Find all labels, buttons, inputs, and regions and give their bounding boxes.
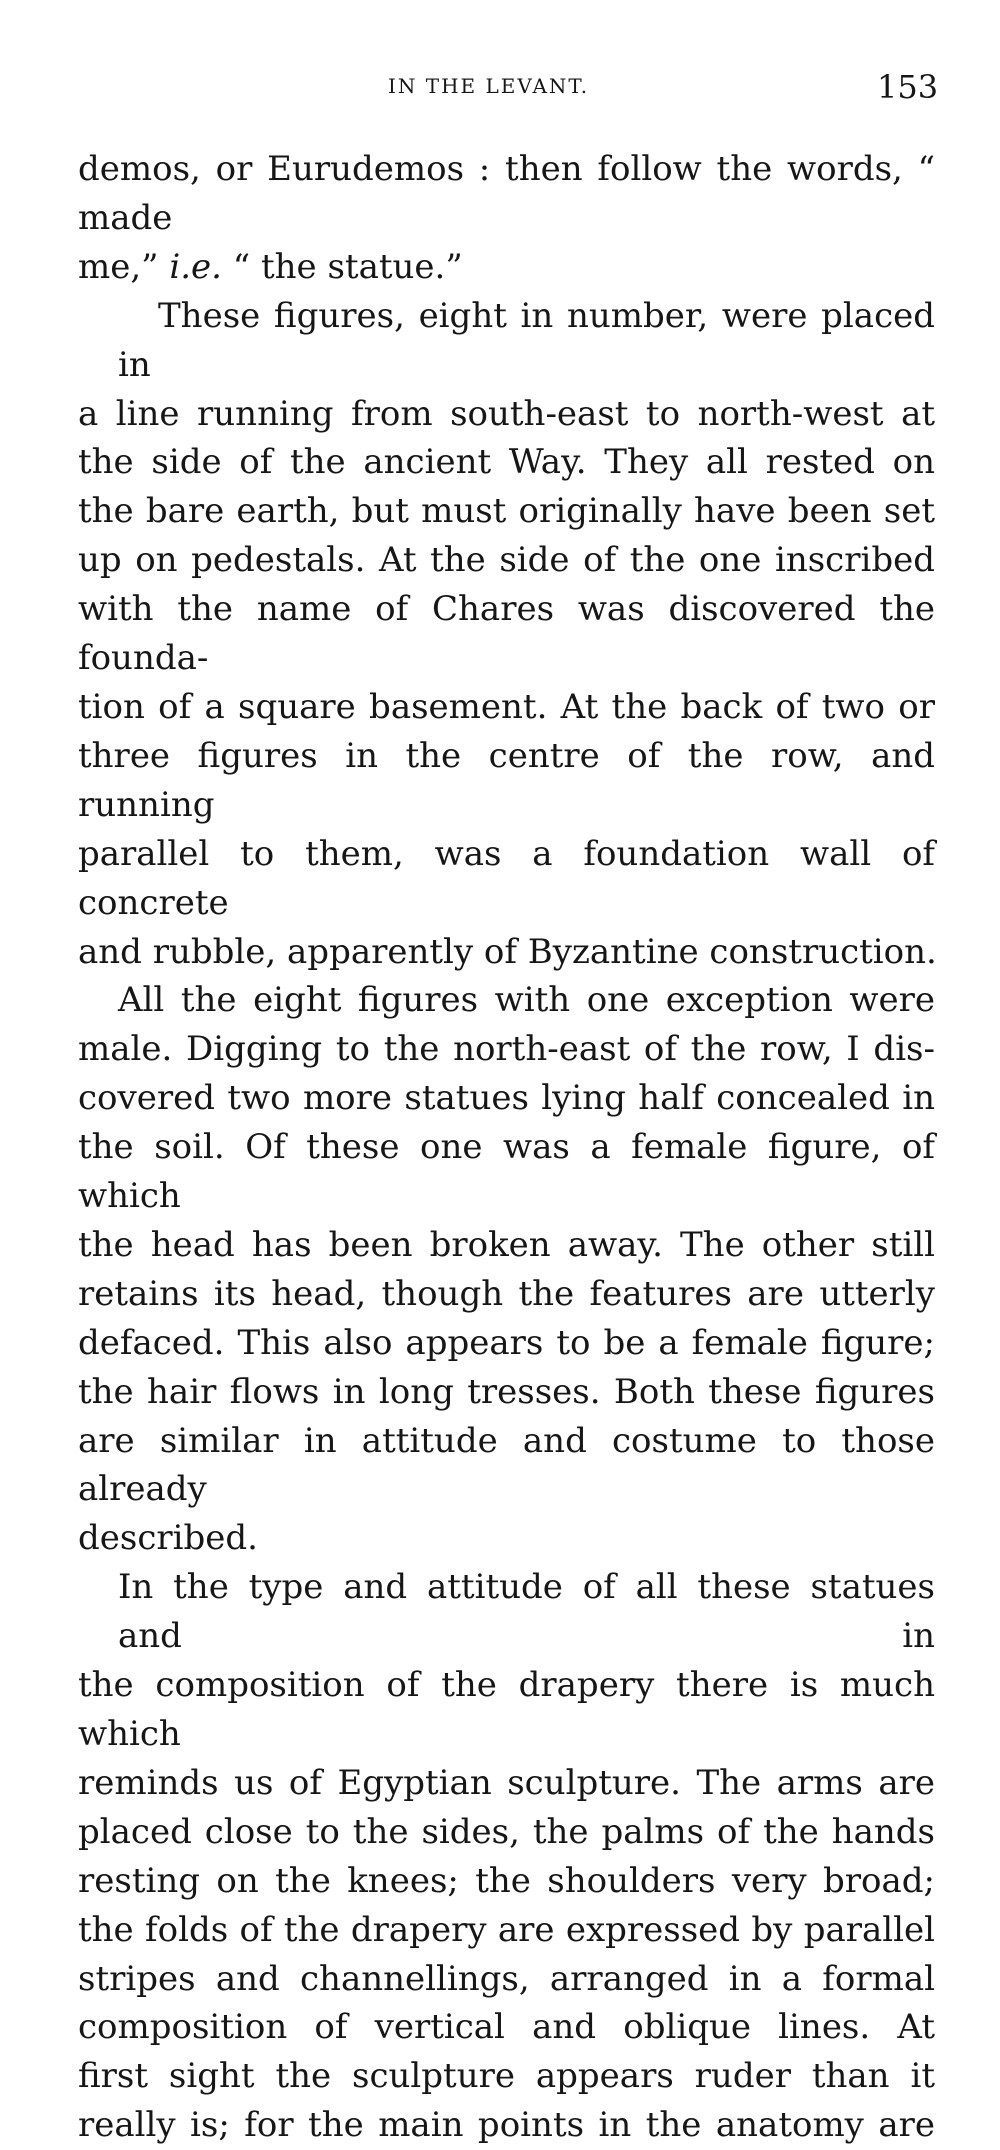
text-line: first sight the sculpture appears ruder than it (78, 2056, 935, 2097)
text-line: the composition of the drapery there is much which (78, 1665, 935, 1754)
text-line: tion of a square basement. At the back of two or (78, 686, 935, 727)
running-head (0, 68, 1000, 108)
paragraph (78, 976, 935, 1563)
text-line: parallel to them, was a foundation wall of concrete (78, 833, 935, 923)
text-line: the head has been broken away. The other still (78, 1224, 935, 1265)
text-line: retains its head, though the features are utterly (78, 1273, 935, 1314)
text-line: covered two more statues lying half concealed in (78, 1078, 935, 1119)
body-text (78, 145, 935, 2150)
paragraph (78, 1563, 935, 2150)
text-line: These figures, eight in number, were placed in (118, 295, 935, 385)
paragraph (78, 292, 935, 977)
text-line: demos, or Eurudemos : then follow the words, “ made (78, 149, 935, 238)
page-number: 153 (877, 68, 939, 106)
text-line: placed close to the sides, the palms of the hands (78, 1811, 935, 1852)
text-line: a line running from south-east to north-west at (78, 393, 935, 434)
text-line: me,” i.e. “ the statue.” (78, 246, 463, 287)
text-line: male. Digging to the north-east of the row, I dis- (78, 1029, 935, 1070)
text-line: In the type and attitude of all these statues and in (118, 1567, 935, 1657)
text-line: described. (78, 1518, 258, 1559)
text-line: the bare earth, but must originally have been set (78, 491, 935, 532)
text-line: the soil. Of these one was a female figure, of which (78, 1127, 935, 1217)
text-line: the folds of the drapery are expressed by parallel (78, 1909, 935, 1950)
text-line: up on pedestals. At the side of the one inscribed (78, 540, 935, 581)
text-line: really is; for the main points in the anatomy are (78, 2105, 935, 2146)
text-line: defaced. This also appears to be a female figure; (78, 1322, 935, 1363)
paragraph (78, 145, 935, 292)
text-line: three figures in the centre of the row, and running (78, 735, 935, 825)
text-line: the hair flows in long tresses. Both these figures (78, 1371, 935, 1412)
text-line: and rubble, apparently of Byzantine construction. (78, 931, 937, 972)
text-line: are similar in attitude and costume to those already (78, 1420, 935, 1510)
running-title: IN THE LEVANT. (388, 74, 590, 98)
text-line: reminds us of Egyptian sculpture. The arms are (78, 1762, 935, 1803)
text-line: with the name of Chares was discovered the founda- (78, 589, 935, 679)
text-line: resting on the knees; the shoulders very broad; (78, 1860, 935, 1901)
text-line: All the eight figures with one exception were (118, 980, 935, 1021)
text-line: stripes and channellings, arranged in a formal (78, 1958, 935, 1999)
text-line: composition of vertical and oblique lines. At (78, 2007, 935, 2048)
text-line: the side of the ancient Way. They all rested on (78, 442, 935, 483)
